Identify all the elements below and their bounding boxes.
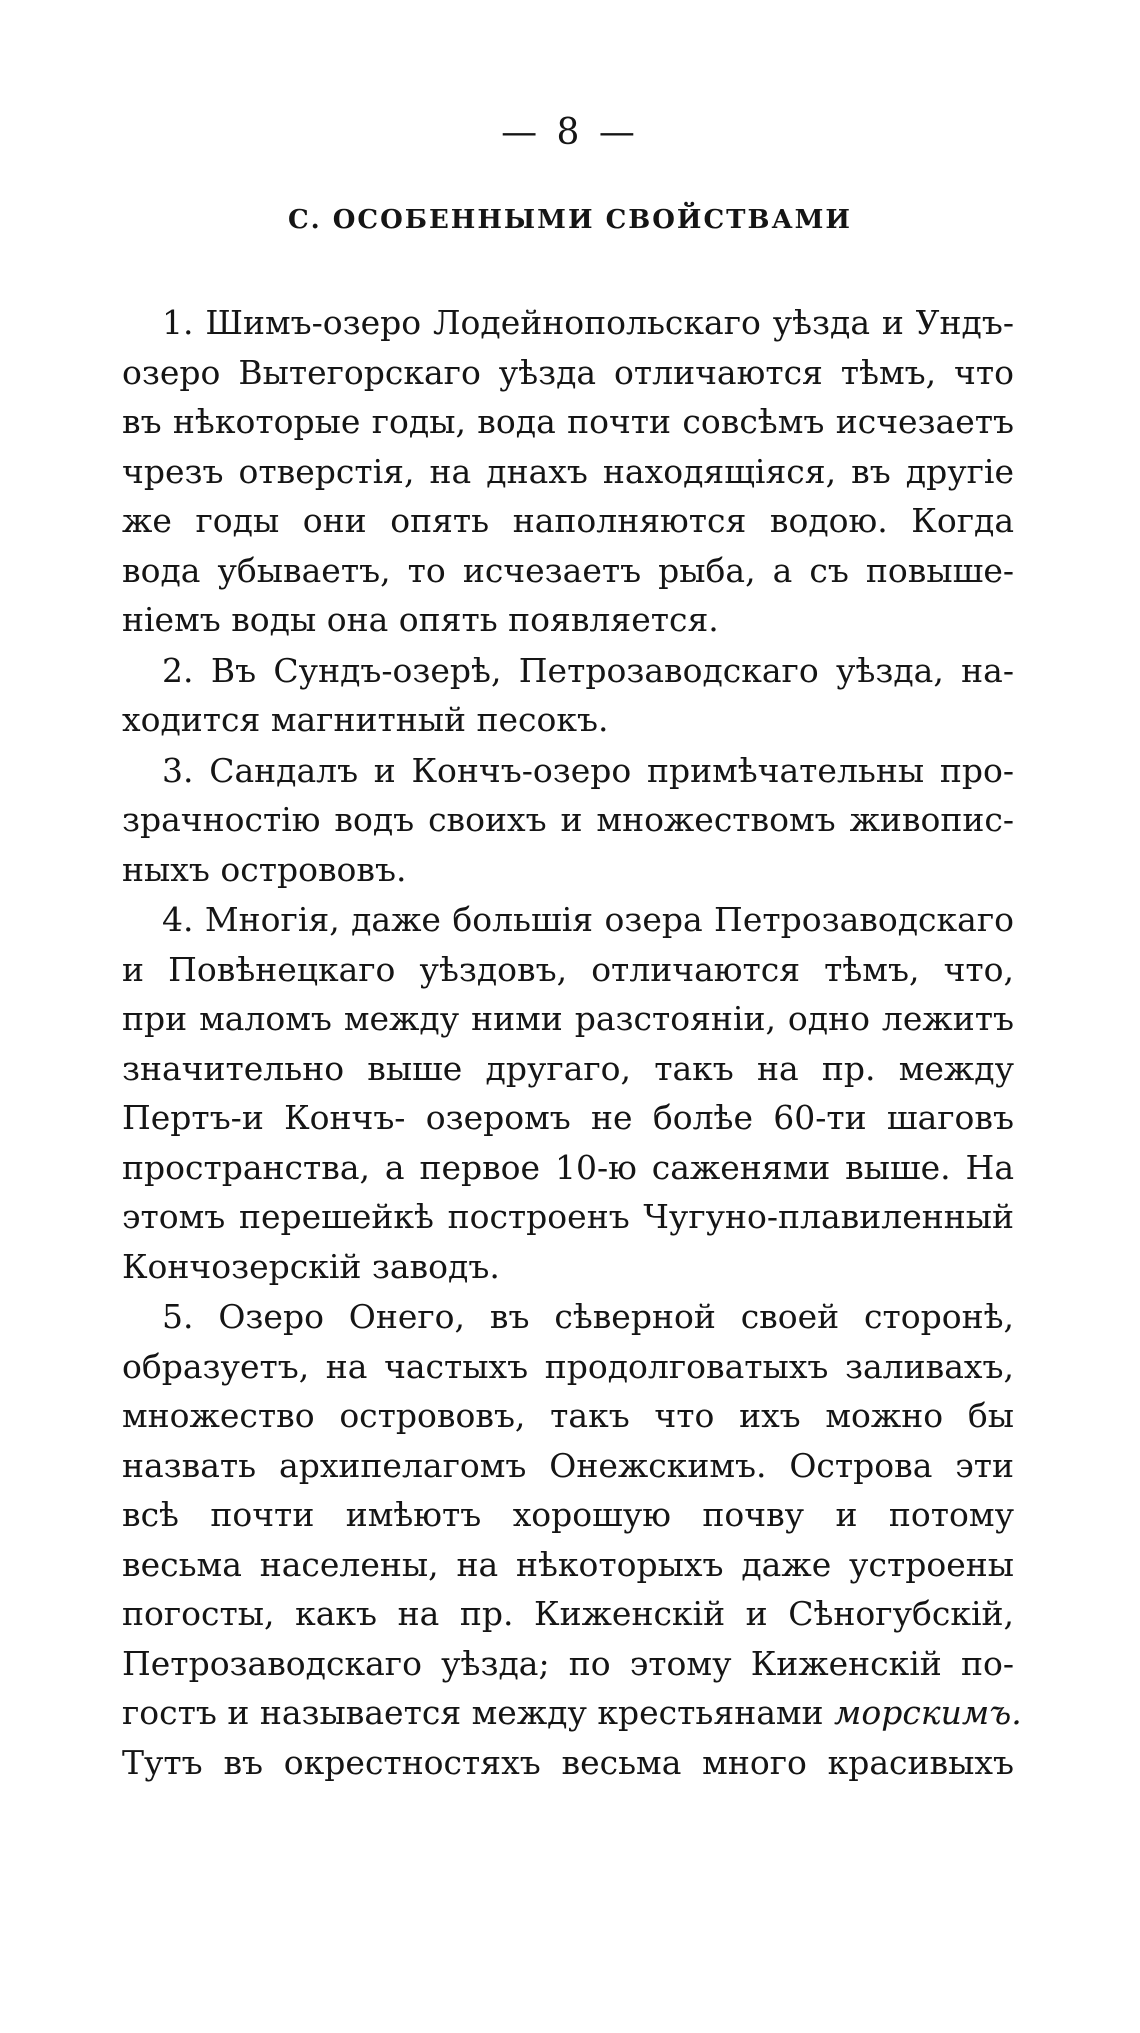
- text-line: Пертъ-и Кончъ- озеромъ не болѣе 60-ти шаговъ: [122, 1098, 1014, 1137]
- paragraph-2: [122, 646, 1014, 745]
- text-line: образуетъ, на частыхъ продолговатыхъ заливахъ,: [122, 1346, 1014, 1386]
- text-line: зрачностію водъ своихъ и множествомъ живопис-: [122, 800, 1014, 839]
- text-line: чрезъ отверстія, на днахъ находящіяся, въ другіе: [122, 451, 1014, 491]
- text-line: значительно выше другаго, такъ на пр. между: [122, 1048, 1014, 1088]
- text-line: множество острововъ, такъ что ихъ можно бы: [122, 1396, 1014, 1435]
- text-line: 2. Въ Сундъ-озерѣ, Петрозаводскаго уѣзда, на-: [162, 650, 1014, 690]
- text-line: озеро Вытегорскаго уѣзда отличаются тѣмъ, что: [122, 352, 1014, 392]
- section-heading: С. ОСОБЕННЫМИ СВОЙСТВАМИ: [287, 205, 852, 235]
- text-line: вода убываетъ, то исчезаетъ рыба, а съ повыше-: [122, 550, 1014, 590]
- text-line: ныхъ острововъ.: [122, 849, 407, 889]
- italic-word: морскимъ.: [834, 1693, 1022, 1732]
- paragraph-4: [122, 895, 1014, 1291]
- text-line: же годы они опять наполняются водою. Когда: [122, 501, 1014, 540]
- text-line: пространства, а первое 10-ю саженями выше. На: [122, 1147, 1014, 1187]
- text-line: ходится магнитный песокъ.: [122, 700, 609, 739]
- text-line: этомъ перешейкѣ построенъ Чугуно-плавиленный: [122, 1197, 1014, 1236]
- body-text: [122, 298, 1022, 1788]
- page-number: — 8 —: [501, 112, 639, 153]
- text-line: Петрозаводскаго уѣзда; по этому Киженскій по-: [122, 1643, 1014, 1683]
- text-line: при маломъ между ними разстояніи, одно лежитъ: [122, 999, 1014, 1038]
- text-line: и Повѣнецкаго уѣздовъ, отличаются тѣмъ, что,: [122, 949, 1014, 989]
- text-line: назвать архипелагомъ Онежскимъ. Острова эти: [122, 1445, 1014, 1485]
- paragraph-5: [122, 1292, 1022, 1787]
- text-line: въ нѣкоторые годы, вода почти совсѣмъ исчезаетъ: [122, 402, 1014, 441]
- text-line-with-italic: [122, 1688, 1022, 1738]
- text-line: 4. Многія, даже большія озера Петрозаводскаго: [162, 900, 1014, 939]
- text-line: всѣ почти имѣютъ хорошую почву и потому: [122, 1495, 1014, 1534]
- text-line: ніемъ воды она опять появляется.: [122, 600, 719, 639]
- text-line: весьма населены, на нѣкоторыхъ даже устроены: [122, 1544, 1014, 1584]
- text-line: 1. Шимъ-озеро Лодейнопольскаго уѣзда и Ундъ-: [162, 303, 1014, 342]
- text-line: 5. Озеро Онего, въ сѣверной своей сторонѣ,: [162, 1297, 1014, 1336]
- paragraph-3: [122, 746, 1014, 895]
- text-segment: гостъ и называется между крестьянами: [122, 1693, 824, 1732]
- text-line: Кончозерскій заводъ.: [122, 1246, 500, 1286]
- paragraph-1: [122, 298, 1014, 645]
- text-line: Тутъ въ окрестностяхъ весьма много красивыхъ: [122, 1742, 1014, 1782]
- text-line: 3. Сандалъ и Кончъ-озеро примѣчательны про-: [162, 750, 1014, 790]
- text-line: погосты, какъ на пр. Киженскій и Сѣногубскій,: [122, 1594, 1014, 1633]
